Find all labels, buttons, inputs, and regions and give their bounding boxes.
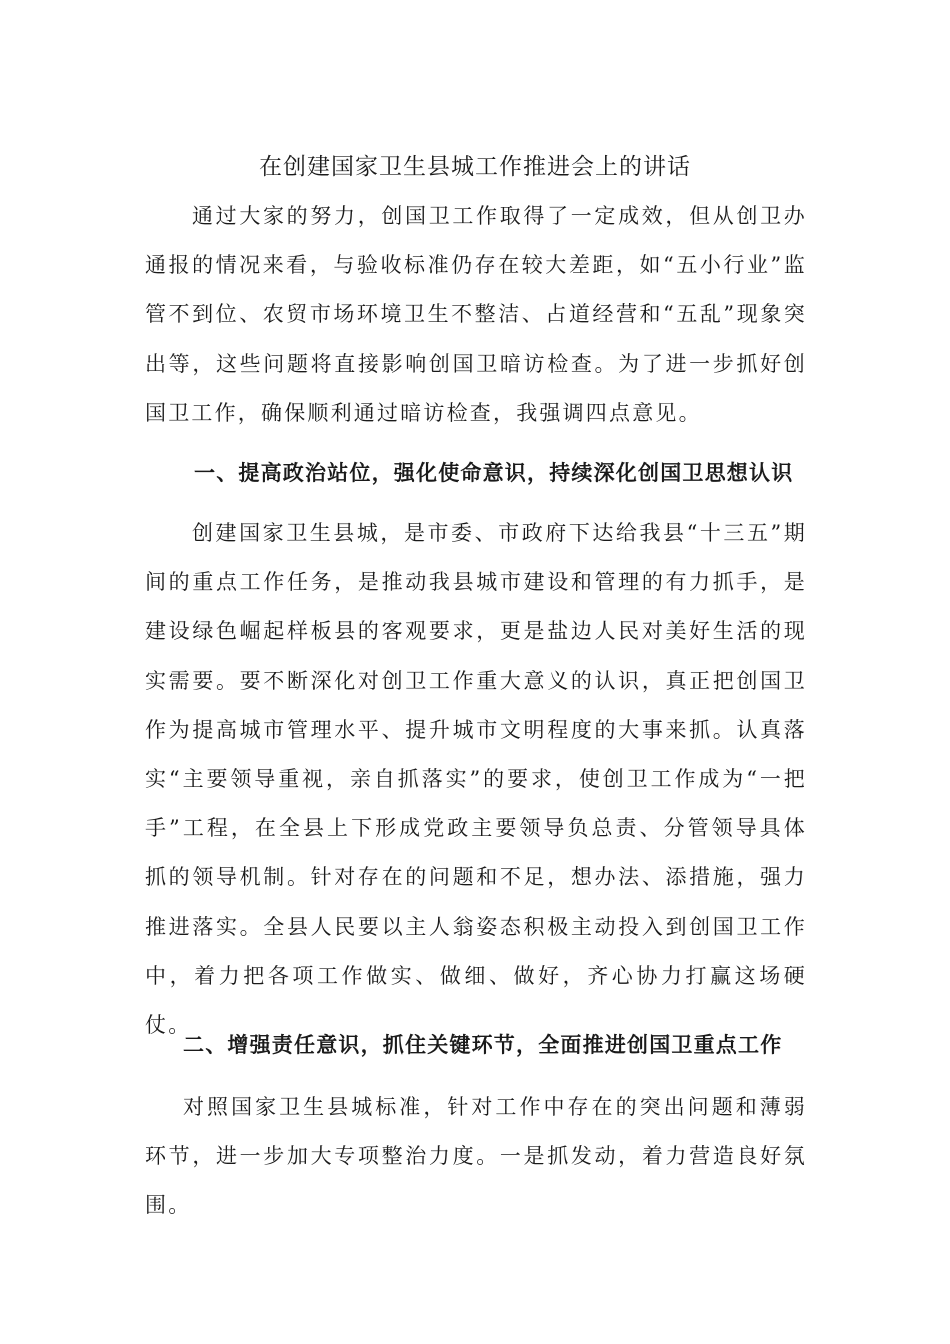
section-1-paragraph: 创建国家卫生县城，是市委、市政府下达给我县“十三五”期间的重点工作任务，是推动我县城市建设和管理的有力抓手，是建设绿色崛起样板县的客观要求，更是盐边人民对美好生活的现实需要。要不断深化对创卫工作重大意义的认识，真正把创国卫作为提高城市管理水平、提升城市文明程度的大事来抓。认真落实“主要领导重视，亲自抓落实”的要求，使创卫工作成为“一把手”工程，在全县上下形成党政主要领导负总责、分管领导具体抓的领导机制。针对存在的问题和不足，想办法、添措施，强力推进落实。全县人民要以主人翁姿态积极主动投入到创国卫工作中，着力把各项工作做实、做细、做好，齐心协力打赢这场硬仗。 — [145, 521, 807, 1038]
section-2-paragraph: 对照国家卫生县城标准，针对工作中存在的突出问题和薄弱环节，进一步加大专项整治力度。一是抓发动，着力营造良好氛围。 — [145, 1095, 807, 1218]
document-title: 在创建国家卫生县城工作推进会上的讲话 — [259, 154, 691, 181]
section-2-heading: 二、增强责任意识，抓住关键环节，全面推进创国卫重点工作 — [183, 1033, 783, 1057]
intro-paragraph: 通过大家的努力，创国卫工作取得了一定成效，但从创卫办通报的情况来看，与验收标准仍存在较大差距，如“五小行业”监管不到位、农贸市场环境卫生不整洁、占道经营和“五乱”现象突出等，这些问题将直接影响创国卫暗访检查。为了进一步抓好创国卫工作，确保顺利通过暗访检查，我强调四点意见。 — [145, 204, 807, 425]
section-1-heading: 一、提高政治站位，强化使命意识，持续深化创国卫思想认识 — [194, 461, 794, 485]
